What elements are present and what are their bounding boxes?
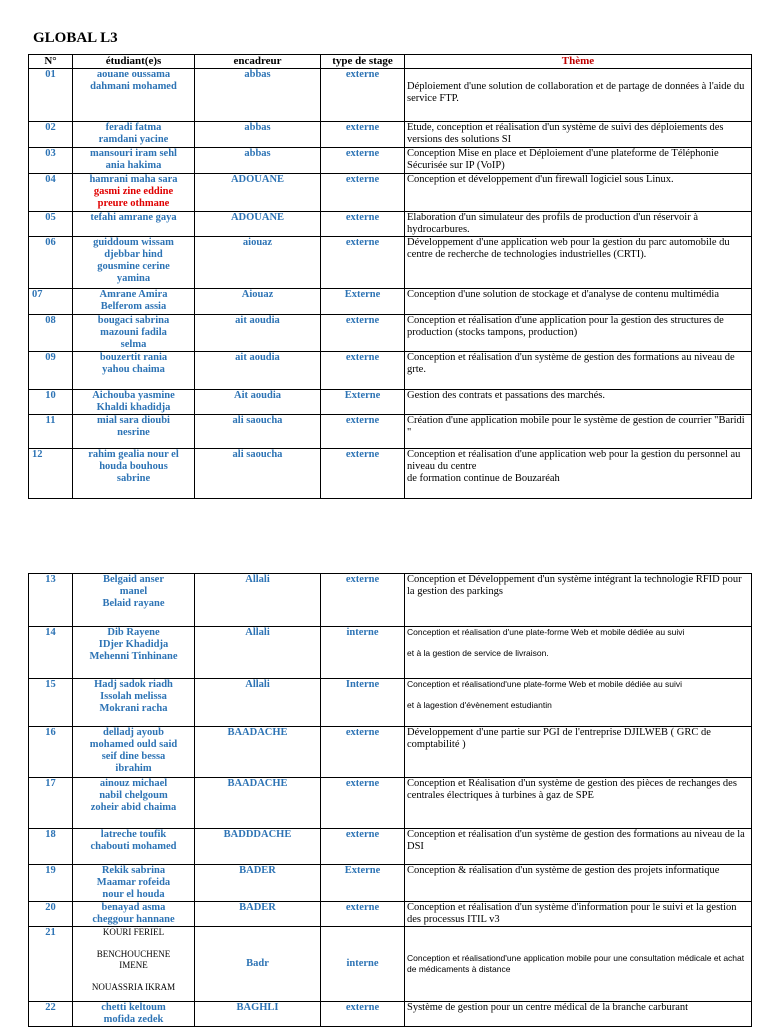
type-cell: externe: [321, 122, 405, 148]
students-cell: [73, 237, 195, 289]
supervisor-cell: BAADACHE: [195, 727, 321, 778]
theme-line: Création d'une application mobile pour le système de gestion de courrier "Baridi ": [407, 415, 745, 438]
students-cell: [73, 315, 195, 352]
student-name: bouzertit rania: [99, 352, 168, 363]
table-row: [29, 212, 752, 237]
supervisor-cell: Badr: [195, 927, 321, 1002]
student-name: Belgaid anser: [103, 574, 164, 585]
student-name: Mehenni Tinhinane: [89, 651, 178, 662]
table-row: [29, 449, 752, 499]
table-row: [29, 778, 752, 829]
table-row: [29, 627, 752, 679]
supervisor-cell: ali saoucha: [195, 415, 321, 449]
student-name: yahou chaima: [102, 364, 165, 375]
theme-line: Etude, conception et réalisation d'un système de suivi des déploiements des versions des solutions SI: [407, 122, 724, 145]
type-cell: externe: [321, 315, 405, 352]
theme-line: Conception et réalisation d'un système de gestion des formations au niveau de la DSI: [407, 829, 745, 852]
type-cell: externe: [321, 829, 405, 865]
supervisor-cell: BADER: [195, 865, 321, 902]
table-row: [29, 315, 752, 352]
theme-line: Conception Mise en place et Déploiement d'une plateforme de Téléphonie Sécurisée sur IP (VoIP): [407, 148, 719, 171]
student-name: djebbar hind: [104, 249, 163, 260]
student-name: hamrani maha sara: [89, 174, 178, 185]
theme-cell: [405, 679, 752, 727]
theme-line: Conception et réalisation d'une plate-forme Web et mobile dédiée au suivi: [407, 627, 685, 637]
type-cell: externe: [321, 148, 405, 174]
students-cell: [73, 390, 195, 415]
table-row: [29, 829, 752, 865]
students-cell: [73, 122, 195, 148]
table-row: [29, 902, 752, 927]
supervisor-cell: BADER: [195, 902, 321, 927]
theme-cell: [405, 865, 752, 902]
table-row: [29, 122, 752, 148]
row-number: 17: [29, 778, 73, 829]
header-num: N°: [29, 55, 73, 69]
row-number: 15: [29, 679, 73, 727]
students-cell: [73, 148, 195, 174]
theme-line: Conception et développement d'un firewall logiciel sous Linux.: [407, 174, 674, 185]
theme-line: Déploiement d'une solution de collaboration et de partage de données à l'aide du service FTP.: [407, 81, 745, 104]
supervisor-cell: abbas: [195, 122, 321, 148]
theme-cell: [405, 627, 752, 679]
student-name: ainouz michael: [99, 778, 168, 789]
theme-line: Conception et réalisation d'une application pour la gestion des structures de production (stocks tampons, production): [407, 315, 724, 338]
theme-cell: [405, 122, 752, 148]
theme-line: Conception et Réalisation d'un système de gestion des pièces de rechanges des centrales électriques à turbines à gaz de SPE: [407, 778, 737, 801]
type-cell: externe: [321, 1002, 405, 1027]
row-number: 02: [29, 122, 73, 148]
student-name: [75, 938, 192, 949]
type-cell: externe: [321, 902, 405, 927]
supervisor-cell: ali saoucha: [195, 449, 321, 499]
students-cell: [73, 449, 195, 499]
student-name: Maamar rofeida: [96, 877, 171, 888]
supervisor-cell: BAGHLI: [195, 1002, 321, 1027]
row-number: 10: [29, 390, 73, 415]
student-name: delladj ayoub: [103, 727, 164, 738]
student-name: houda bouhous: [99, 461, 168, 472]
student-name: mansouri iram sehl: [90, 148, 177, 159]
supervisor-cell: BADDDACHE: [195, 829, 321, 865]
row-number: 20: [29, 902, 73, 927]
student-name: nour el houda: [102, 889, 165, 900]
header-supervisor: encadreur: [195, 55, 321, 69]
theme-line: Développement d'une partie sur PGI de l'entreprise DJILWEB ( GRC de comptabilité ): [407, 727, 711, 750]
supervisor-cell: ait aoudia: [195, 315, 321, 352]
supervisor-cell: ADOUANE: [195, 212, 321, 237]
row-number: 07: [29, 289, 73, 315]
supervisor-cell: Aiouaz: [195, 289, 321, 315]
student-name: selma: [120, 339, 147, 350]
theme-line: Conception & réalisation d'un système de gestion des projets informatique: [407, 865, 720, 876]
theme-line: Conception et réalisation d'une application web pour la gestion du personnel au niveau du centre: [407, 449, 741, 472]
row-number: 06: [29, 237, 73, 289]
theme-line: [407, 69, 749, 81]
type-cell: externe: [321, 212, 405, 237]
students-cell: [73, 627, 195, 679]
students-cell: [73, 415, 195, 449]
theme-cell: [405, 148, 752, 174]
student-name: mazouni fadila: [100, 327, 167, 338]
student-name: yamina: [116, 273, 151, 284]
theme-line: Conception d'une solution de stockage et d'analyse de contenu multimédia: [407, 289, 719, 300]
students-cell: [73, 778, 195, 829]
students-cell: [73, 69, 195, 122]
type-cell: Externe: [321, 865, 405, 902]
student-name: IMENE: [119, 960, 148, 970]
supervisor-cell: abbas: [195, 148, 321, 174]
students-cell: [73, 212, 195, 237]
type-cell: externe: [321, 415, 405, 449]
student-name: IDjer Khadidja: [98, 639, 169, 650]
student-name: tefahi amrane gaya: [90, 212, 177, 223]
theme-line: Conception et Développement d'un système intégrant la technologie RFID pour la gestion des parkings: [407, 574, 742, 597]
theme-cell: [405, 289, 752, 315]
theme-line: Système de gestion pour un centre médical de la branche carburant: [407, 1002, 689, 1013]
theme-cell: [405, 415, 752, 449]
supervisor-cell: abbas: [195, 69, 321, 122]
row-number: 22: [29, 1002, 73, 1027]
supervisor-cell: Allali: [195, 679, 321, 727]
theme-line: Conception et réalisation d'un système de gestion des formations au niveau de grte.: [407, 352, 735, 375]
row-number: 18: [29, 829, 73, 865]
theme-line: Conception et réalisationd'une plate-forme Web et mobile dédiée au suivi: [407, 679, 683, 689]
student-name: ramdani yacine: [98, 134, 169, 145]
supervisor-cell: Ait aoudia: [195, 390, 321, 415]
type-cell: externe: [321, 449, 405, 499]
theme-cell: [405, 352, 752, 390]
student-name: Dib Rayene: [107, 627, 160, 638]
supervisor-cell: Allali: [195, 627, 321, 679]
student-name: Belferom assia: [100, 301, 167, 312]
theme-cell: [405, 174, 752, 212]
student-name: dahmani mohamed: [90, 81, 177, 92]
student-name: Rekik sabrina: [101, 865, 166, 876]
theme-cell: [405, 902, 752, 927]
internship-table-1: [28, 54, 752, 499]
table-row: [29, 352, 752, 390]
theme-line: et à lagestion d'évènement estudiantin: [407, 700, 552, 710]
student-name: cheggour hannane: [92, 914, 175, 925]
table-row: [29, 174, 752, 212]
theme-cell: [405, 1002, 752, 1027]
theme-cell: [405, 574, 752, 627]
row-number: 03: [29, 148, 73, 174]
student-name: mohamed ould said: [89, 739, 178, 750]
theme-cell: [405, 390, 752, 415]
students-cell: [73, 727, 195, 778]
table-row: [29, 1002, 752, 1027]
supervisor-cell: BAADACHE: [195, 778, 321, 829]
student-name: gousmine cerine: [97, 261, 170, 272]
student-name: feradi fatma: [105, 122, 162, 133]
student-name: [75, 971, 192, 982]
header-type: type de stage: [321, 55, 405, 69]
students-cell: [73, 1002, 195, 1027]
student-name: ania hakima: [105, 160, 162, 171]
table-row: [29, 865, 752, 902]
type-cell: externe: [321, 727, 405, 778]
type-cell: externe: [321, 174, 405, 212]
student-name: Aichouba yasmine: [92, 390, 175, 401]
type-cell: interne: [321, 627, 405, 679]
theme-cell: [405, 927, 752, 1002]
student-name: KOURI FERIEL: [102, 927, 165, 937]
row-number: 01: [29, 69, 73, 122]
student-name: zoheir abid chaima: [90, 802, 177, 813]
table-row: [29, 574, 752, 627]
theme-cell: [405, 315, 752, 352]
table-row: [29, 148, 752, 174]
row-number: 08: [29, 315, 73, 352]
student-name: chabouti mohamed: [90, 841, 177, 852]
student-name: Belaid rayane: [102, 598, 165, 609]
type-cell: interne: [321, 927, 405, 1002]
type-cell: Interne: [321, 679, 405, 727]
type-cell: externe: [321, 778, 405, 829]
theme-line: Conception et réalisationd'une application mobile pour une consultation médicale et achat de médicaments à distance: [407, 953, 745, 974]
document-title: GLOBAL L3: [33, 30, 118, 46]
student-name: latreche toufik: [100, 829, 167, 840]
students-cell: [73, 352, 195, 390]
table-row: [29, 289, 752, 315]
table-row: [29, 237, 752, 289]
student-name: nesrine: [117, 427, 150, 438]
theme-cell: [405, 449, 752, 499]
theme-line: Gestion des contrats et passations des marchés.: [407, 390, 605, 401]
student-name: chetti keltoum: [101, 1002, 166, 1013]
students-cell: [73, 174, 195, 212]
student-name: manel: [119, 586, 148, 597]
students-cell: [73, 865, 195, 902]
student-name: mofida zedek: [103, 1014, 164, 1025]
header-students: étudiant(e)s: [73, 55, 195, 69]
table-header-row: [29, 55, 752, 69]
supervisor-cell: ait aoudia: [195, 352, 321, 390]
table-row: [29, 927, 752, 1002]
student-name: Mokrani racha: [99, 703, 168, 714]
internship-table-2: [28, 573, 752, 1027]
student-name: nabil chelgoum: [99, 790, 168, 801]
student-name: bougaci sabrina: [97, 315, 170, 326]
row-number: 16: [29, 727, 73, 778]
header-theme: Thème: [405, 55, 752, 69]
theme-cell: [405, 69, 752, 122]
student-name: rahim gealia nour el: [88, 449, 179, 460]
student-name: sabrine: [116, 473, 151, 484]
student-name: ibrahim: [115, 763, 152, 774]
student-name: Khaldi khadidja: [96, 402, 171, 413]
supervisor-cell: Allali: [195, 574, 321, 627]
student-name: Hadj sadok riadh: [94, 679, 173, 690]
students-cell: [73, 902, 195, 927]
row-number: 19: [29, 865, 73, 902]
row-number: 05: [29, 212, 73, 237]
row-number: 12: [29, 449, 73, 499]
type-cell: Externe: [321, 390, 405, 415]
theme-cell: [405, 237, 752, 289]
theme-cell: [405, 727, 752, 778]
row-number: 21: [29, 927, 73, 1002]
row-number: 09: [29, 352, 73, 390]
students-cell: [73, 679, 195, 727]
theme-line: Conception et réalisation d'un système d'information pour le suivi et la gestion des processus ITIL v3: [407, 902, 737, 925]
table-row: [29, 727, 752, 778]
student-name: guiddoum wissam: [93, 237, 174, 248]
student-name: benayad asma: [101, 902, 166, 913]
student-name: gasmi zine eddine: [93, 186, 174, 197]
row-number: 14: [29, 627, 73, 679]
students-cell: [73, 574, 195, 627]
theme-cell: [405, 212, 752, 237]
type-cell: externe: [321, 69, 405, 122]
student-name: Amrane Amira: [99, 289, 168, 300]
type-cell: externe: [321, 574, 405, 627]
type-cell: externe: [321, 237, 405, 289]
student-name: Issolah melissa: [100, 691, 167, 702]
supervisor-cell: ADOUANE: [195, 174, 321, 212]
students-cell: [73, 289, 195, 315]
student-name: NOUASSRIA IKRAM: [91, 982, 176, 992]
row-number: 13: [29, 574, 73, 627]
type-cell: Externe: [321, 289, 405, 315]
student-name: preure othmane: [97, 198, 170, 209]
theme-line: Développement d'une application web pour la gestion du parc automobile du centre de recherche de technologies industrielles (CRTI).: [407, 237, 730, 260]
students-cell: [73, 829, 195, 865]
row-number: 11: [29, 415, 73, 449]
students-cell: [73, 927, 195, 1002]
table-row: [29, 679, 752, 727]
student-name: mial sara dioubi: [97, 415, 170, 426]
table-row: [29, 415, 752, 449]
student-name: aouane oussama: [96, 69, 171, 80]
theme-line: et à la gestion de service de livraison.: [407, 648, 549, 658]
theme-cell: [405, 829, 752, 865]
row-number: 04: [29, 174, 73, 212]
type-cell: externe: [321, 352, 405, 390]
student-name: seif dine bessa: [101, 751, 166, 762]
student-name: BENCHOUCHENE: [96, 949, 171, 959]
theme-line: Elaboration d'un simulateur des profils de production d'un réservoir à hydrocarbures.: [407, 212, 699, 235]
theme-line: de formation continue de Bouzaréah: [407, 473, 560, 484]
theme-cell: [405, 778, 752, 829]
table-row: [29, 69, 752, 122]
table-row: [29, 390, 752, 415]
supervisor-cell: aiouaz: [195, 237, 321, 289]
